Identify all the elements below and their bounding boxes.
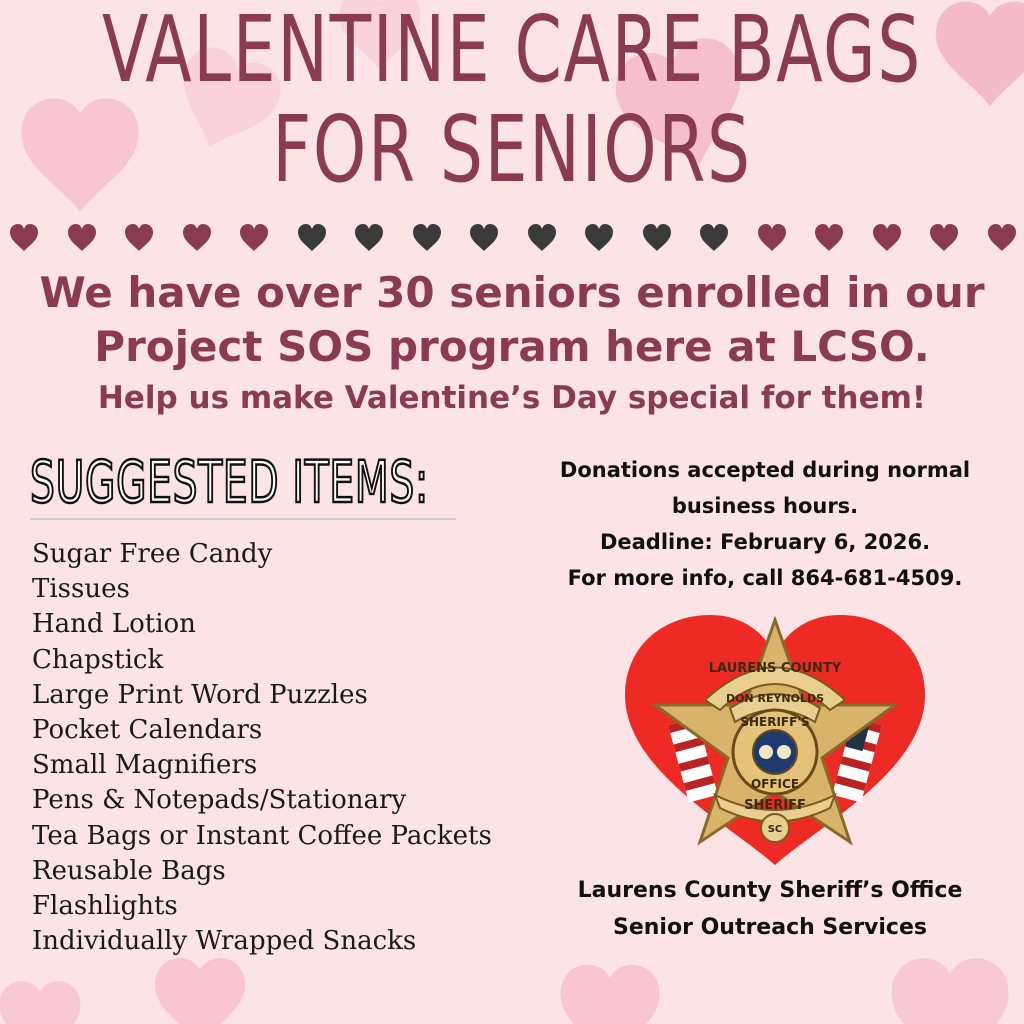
- heart-icon: [468, 222, 500, 254]
- list-item: Hand Lotion: [32, 609, 196, 640]
- list-item: Reusable Bags: [32, 855, 226, 886]
- badge-name-text: DON REYNOLDS: [725, 692, 825, 705]
- title-line-2: FOR SENIORS: [272, 96, 752, 203]
- list-item: Small Magnifiers: [32, 750, 258, 781]
- sheriff-badge-logo: [620, 610, 930, 880]
- title-line-1: VALENTINE CARE BAGS: [102, 0, 922, 103]
- badge-state-text: SC: [767, 824, 783, 835]
- heart-icon: [526, 222, 558, 254]
- badge-center-top-text: SHERIFF'S: [740, 715, 810, 729]
- suggested-items-heading: SUGGESTED ITEMS:: [30, 448, 429, 516]
- headline-line-1: We have over 30 seniors enrolled in our: [39, 268, 985, 317]
- heart-icon: [583, 222, 615, 254]
- heart-icon: [353, 222, 385, 254]
- list-item: Pens & Notepads/Stationary: [32, 785, 407, 816]
- heart-icon: [871, 222, 903, 254]
- suggested-items-list: [32, 537, 492, 959]
- heart-icon: [181, 222, 213, 254]
- donations-line-2: business hours.: [671, 494, 859, 518]
- divider: [30, 518, 456, 520]
- heart-divider: [8, 222, 1018, 262]
- badge-center-bottom-text: OFFICE: [750, 777, 800, 791]
- list-item: Pocket Calendars: [32, 715, 263, 746]
- heart-icon: [66, 222, 98, 254]
- list-item: Large Print Word Puzzles: [32, 679, 368, 710]
- heart-icon: [8, 222, 40, 254]
- deadline-text: Deadline: February 6, 2026.: [599, 530, 931, 554]
- list-item: Tea Bags or Instant Coffee Packets: [32, 820, 492, 851]
- badge-bottom-text: SHERIFF: [744, 798, 806, 813]
- heart-icon: [928, 222, 960, 254]
- heart-icon: [813, 222, 845, 254]
- headline-line-3: Help us make Valentine’s Day special for them!: [97, 380, 927, 416]
- heart-icon: [641, 222, 673, 254]
- office-signature: [520, 872, 1020, 946]
- heart-icon: [123, 222, 155, 254]
- office-line-1: Laurens County Sheriff’s Office: [577, 878, 963, 903]
- heart-icon: [238, 222, 270, 254]
- heart-icon: [986, 222, 1018, 254]
- list-item: Chapstick: [32, 644, 164, 675]
- list-item: Sugar Free Candy: [32, 539, 273, 569]
- badge-top-text: LAURENS COUNTY: [708, 661, 842, 676]
- list-item: Tissues: [32, 574, 130, 605]
- list-item: Flashlights: [32, 891, 178, 922]
- contact-phone-text: For more info, call 864-681-4509.: [567, 566, 963, 590]
- heart-icon: [756, 222, 788, 254]
- heart-icon: [296, 222, 328, 254]
- heart-icon: [411, 222, 443, 254]
- donations-info: [520, 452, 1010, 596]
- headline-line-2: Project SOS program here at LCSO.: [94, 322, 930, 371]
- list-item: Individually Wrapped Snacks: [32, 926, 417, 957]
- heart-icon: [698, 222, 730, 254]
- office-line-2: Senior Outreach Services: [612, 915, 927, 940]
- donations-line-1: Donations accepted during normal: [559, 458, 971, 482]
